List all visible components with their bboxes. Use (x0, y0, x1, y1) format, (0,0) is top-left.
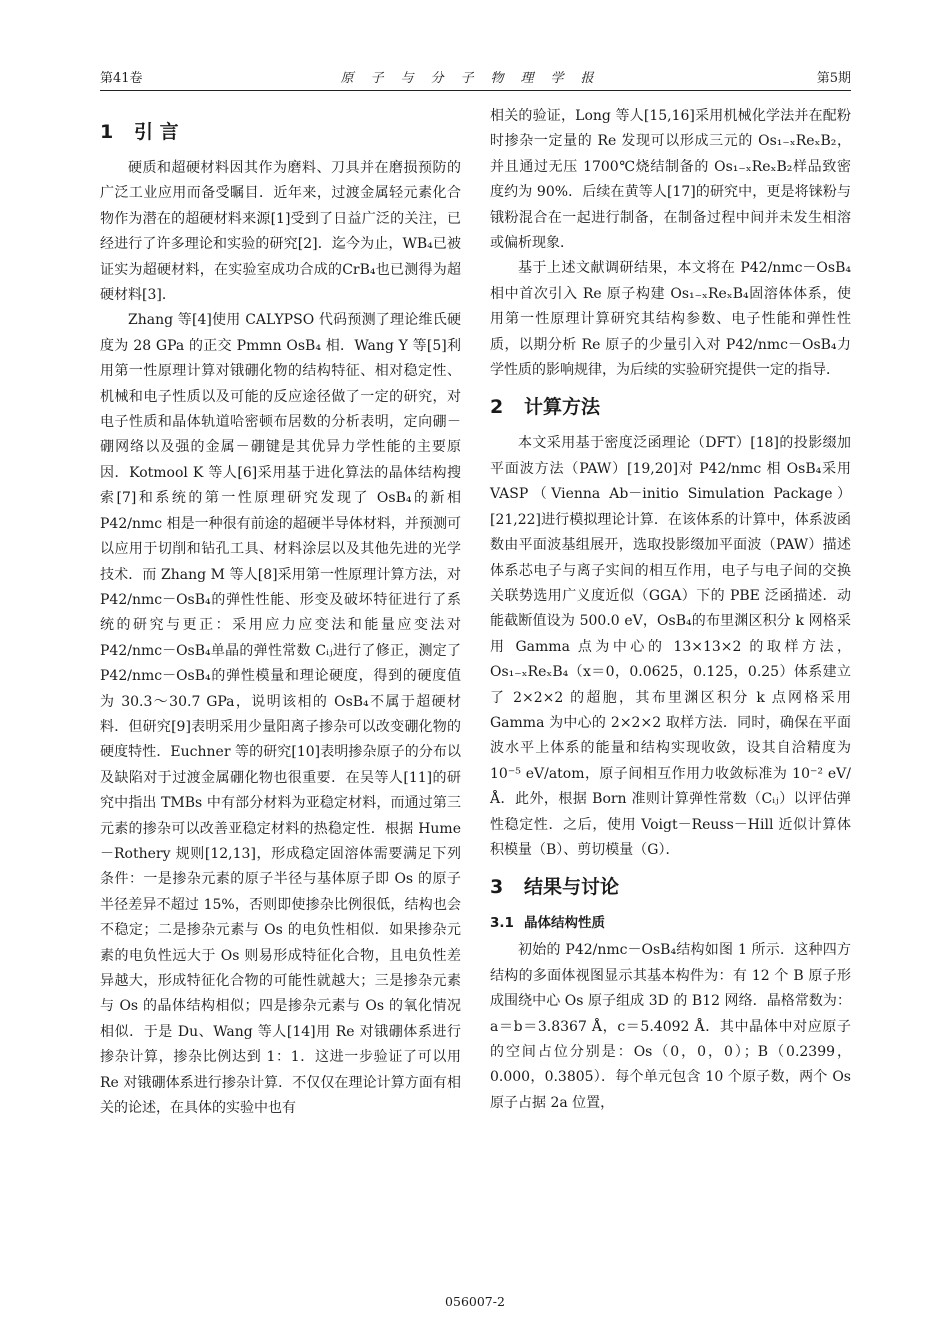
paragraph: 本文采用基于密度泛函理论（DFT）[18]的投影缀加平面波方法（PAW）[19,20]对 P42/nmc 相 OsB₄采用 VASP（Vienna Ab－initio Simulation Package）[21,22]进行模拟理论计算．在该体系的计算中，体系波函数由平面波基组展开，选取投影缀加平面波（PAW）描述体系芯电子与离子实间的相互作用，电子与电子间的交换关联势选用广义度近似（GGA）下的 PBE 泛函描述．动能截断值设为 500.0 eV，OsB₄的布里渊区积分 k 网格采用 Gamma 点为中心的 13×13×2 的取样方法，Os₁₋ₓReₓB₄（x＝0，0.0625，0.125，0.25）体系建立了 2×2×2 的超胞，其布里渊区积分 k 点网格采用 Gamma 为中心的 2×2×2 取样方法．同时，确保在平面波水平上体系的能量和结构实现收敛，设其自洽精度为 10⁻⁵ eV/atom，原子间相互作用力收敛标准为 10⁻² eV/Å．此外，根据 Born 准则计算弹性常数（Cᵢⱼ）以评估弹性稳定性．之后，使用 Voigt－Reuss－Hill 近似计算体积模量（B）、剪切模量（G）． (490, 435, 851, 858)
paragraph: 硬质和超硬材料因其作为磨料、刀具并在磨损预防的广泛工业应用而备受瞩目．近年来，过渡金属轻元素化合物作为潜在的超硬材料来源[1]受到了日益广泛的关注，已经进行了许多理论和实验的研究[2]．迄今为止，WB₄已被证实为超硬材料，在实验室成功合成的CrB₄也已测得为超硬材料[3]． (100, 160, 461, 304)
section-heading-introduction (100, 118, 461, 146)
section-title: 结果与讨论 (524, 876, 620, 899)
header-rule (100, 90, 851, 91)
section-title: 计算方法 (524, 396, 601, 419)
section-heading-methods (490, 393, 851, 421)
paragraph: Zhang 等[4]使用 CALYPSO 代码预测了理论维氏硬度为 28 GPa 的正交 Pmmn OsB₄ 相．Wang Y 等[5]利用第一性原理计算对锇硼化物的结构特征、相对稳定性、机械和电子性质以及可能的反应途径做了一定的研究，对电子性质和晶体轨道哈密顿布居数的分析表明，定向硼－硼网络以及强的金属－硼键是其优异力学性能的主要原因．Kotmool K 等人[6]采用基于进化算法的晶体结构搜索[7]和系统的第一性原理研究发现了 OsB₄的新相 P42/nmc 相是一种很有前途的超硬半导体材料，并预测可以应用于切削和钻孔工具、材料涂层以及其他先进的光学技术．而 Zhang M 等人[8]采用第一性原理计算方法，对 P42/nmc－OsB₄的弹性性能、形变及破坏特征进行了系统的研究与更正：采用应力应变法和能量应变法对 P42/nmc－OsB₄单晶的弹性常数 Cᵢⱼ进行了修正，测定了 P42/nmc－OsB₄的弹性模量和理论硬度，得到的硬度值为 30.3～30.7 GPa，说明该相的 OsB₄不属于超硬材料．但研究[9]表明采用少量阳离子掺杂可以改变硼化物的硬度特性．Euchner 等的研究[10]表明掺杂原子的分布以及缺陷对于过渡金属硼化物也很重要．在吴等人[11]的研究中指出 TMBs 中有部分材料为亚稳定材料，而通过第三元素的掺杂可以改善亚稳定材料的热稳定性．根据 Hume－Rothery 规则[12,13]，形成稳定固溶体需要满足下列条件：一是掺杂元素的原子半径与基体原子即 Os 的原子半径差异不超过 15%，否则即使掺杂比例很低，结构也会不稳定；二是掺杂元素与 Os 的电负性相似．如果掺杂元素的电负性远大于 Os 则易形成特征化合物，且电负性差异越大，形成特征化合物的可能性就越大；三是掺杂元素与 Os 的晶体结构相似；四是掺杂元素与 Os 的氧化情况相似．于是 Du、Wang 等人[14]用 Re 对锇硼体系进行掺杂计算，掺杂比例达到 1：1．这进一步验证了可以用 Re 对锇硼体系进行掺杂计算．不仅仅在理论计算方面有相关的论述，在具体的实验中也有 (100, 312, 461, 1117)
section-number: 1 (100, 121, 114, 143)
left-column (100, 104, 461, 1121)
section-heading-results (490, 873, 851, 901)
volume-label: 第41卷 (100, 71, 143, 86)
section-number: 3 (490, 876, 504, 899)
paragraph: 初始的 P42/nmc－OsB₄结构如图 1 所示．这种四方结构的多面体视图显示其基本构件为：有 12 个 B 原子形成围绕中心 Os 原子组成 3D 的 B12 网络．晶格常数为：a＝b＝3.8367 Å，c＝5.4092 Å．其中晶体中对应原子的空间占位分别是：Os（0，0，0）；B（0.2399，0.000，0.3805）．每个单元包含 10 个原子数，两个 Os 原子占据 2a 位置， (490, 942, 851, 1111)
page-number: 056007-2 (445, 1294, 505, 1309)
subsection-number: 3.1 (490, 915, 514, 932)
issue-label: 第5期 (816, 71, 851, 86)
paragraph: 相关的验证，Long 等人[15,16]采用机械化学法并在配粉时掺杂一定量的 Re 发现可以形成三元的 Os₁₋ₓReₓB₂，并且通过无压 1700℃烧结制备的 Os₁₋ₓReₓB₂样品致密度约为 90%．后续在黄等人[17]的研究中，更是将铼粉与锇粉混合在一起进行制备，在制备过程中间并未发生相溶或偏析现象． (490, 108, 851, 252)
paragraph: 基于上述文献调研结果，本文将在 P42/nmc－OsB₄相中首次引入 Re 原子构建 Os₁₋ₓReₓB₄固溶体体系，使用第一性原理计算研究其结构参数、电子性能和弹性性质，以期分析 Re 原子的少量引入对 P42/nmc－OsB₄力学性质的影响规律，为后续的实验研究提供一定的指导． (490, 260, 851, 379)
journal-title: 原子与分子物理学报 (340, 71, 611, 86)
right-column (490, 104, 851, 1116)
subsection-title: 晶体结构性质 (524, 915, 605, 932)
section-number: 2 (490, 396, 504, 419)
running-header (100, 64, 851, 86)
section-title: 引 言 (134, 121, 179, 143)
subsection-heading-crystal-structure (490, 911, 851, 936)
